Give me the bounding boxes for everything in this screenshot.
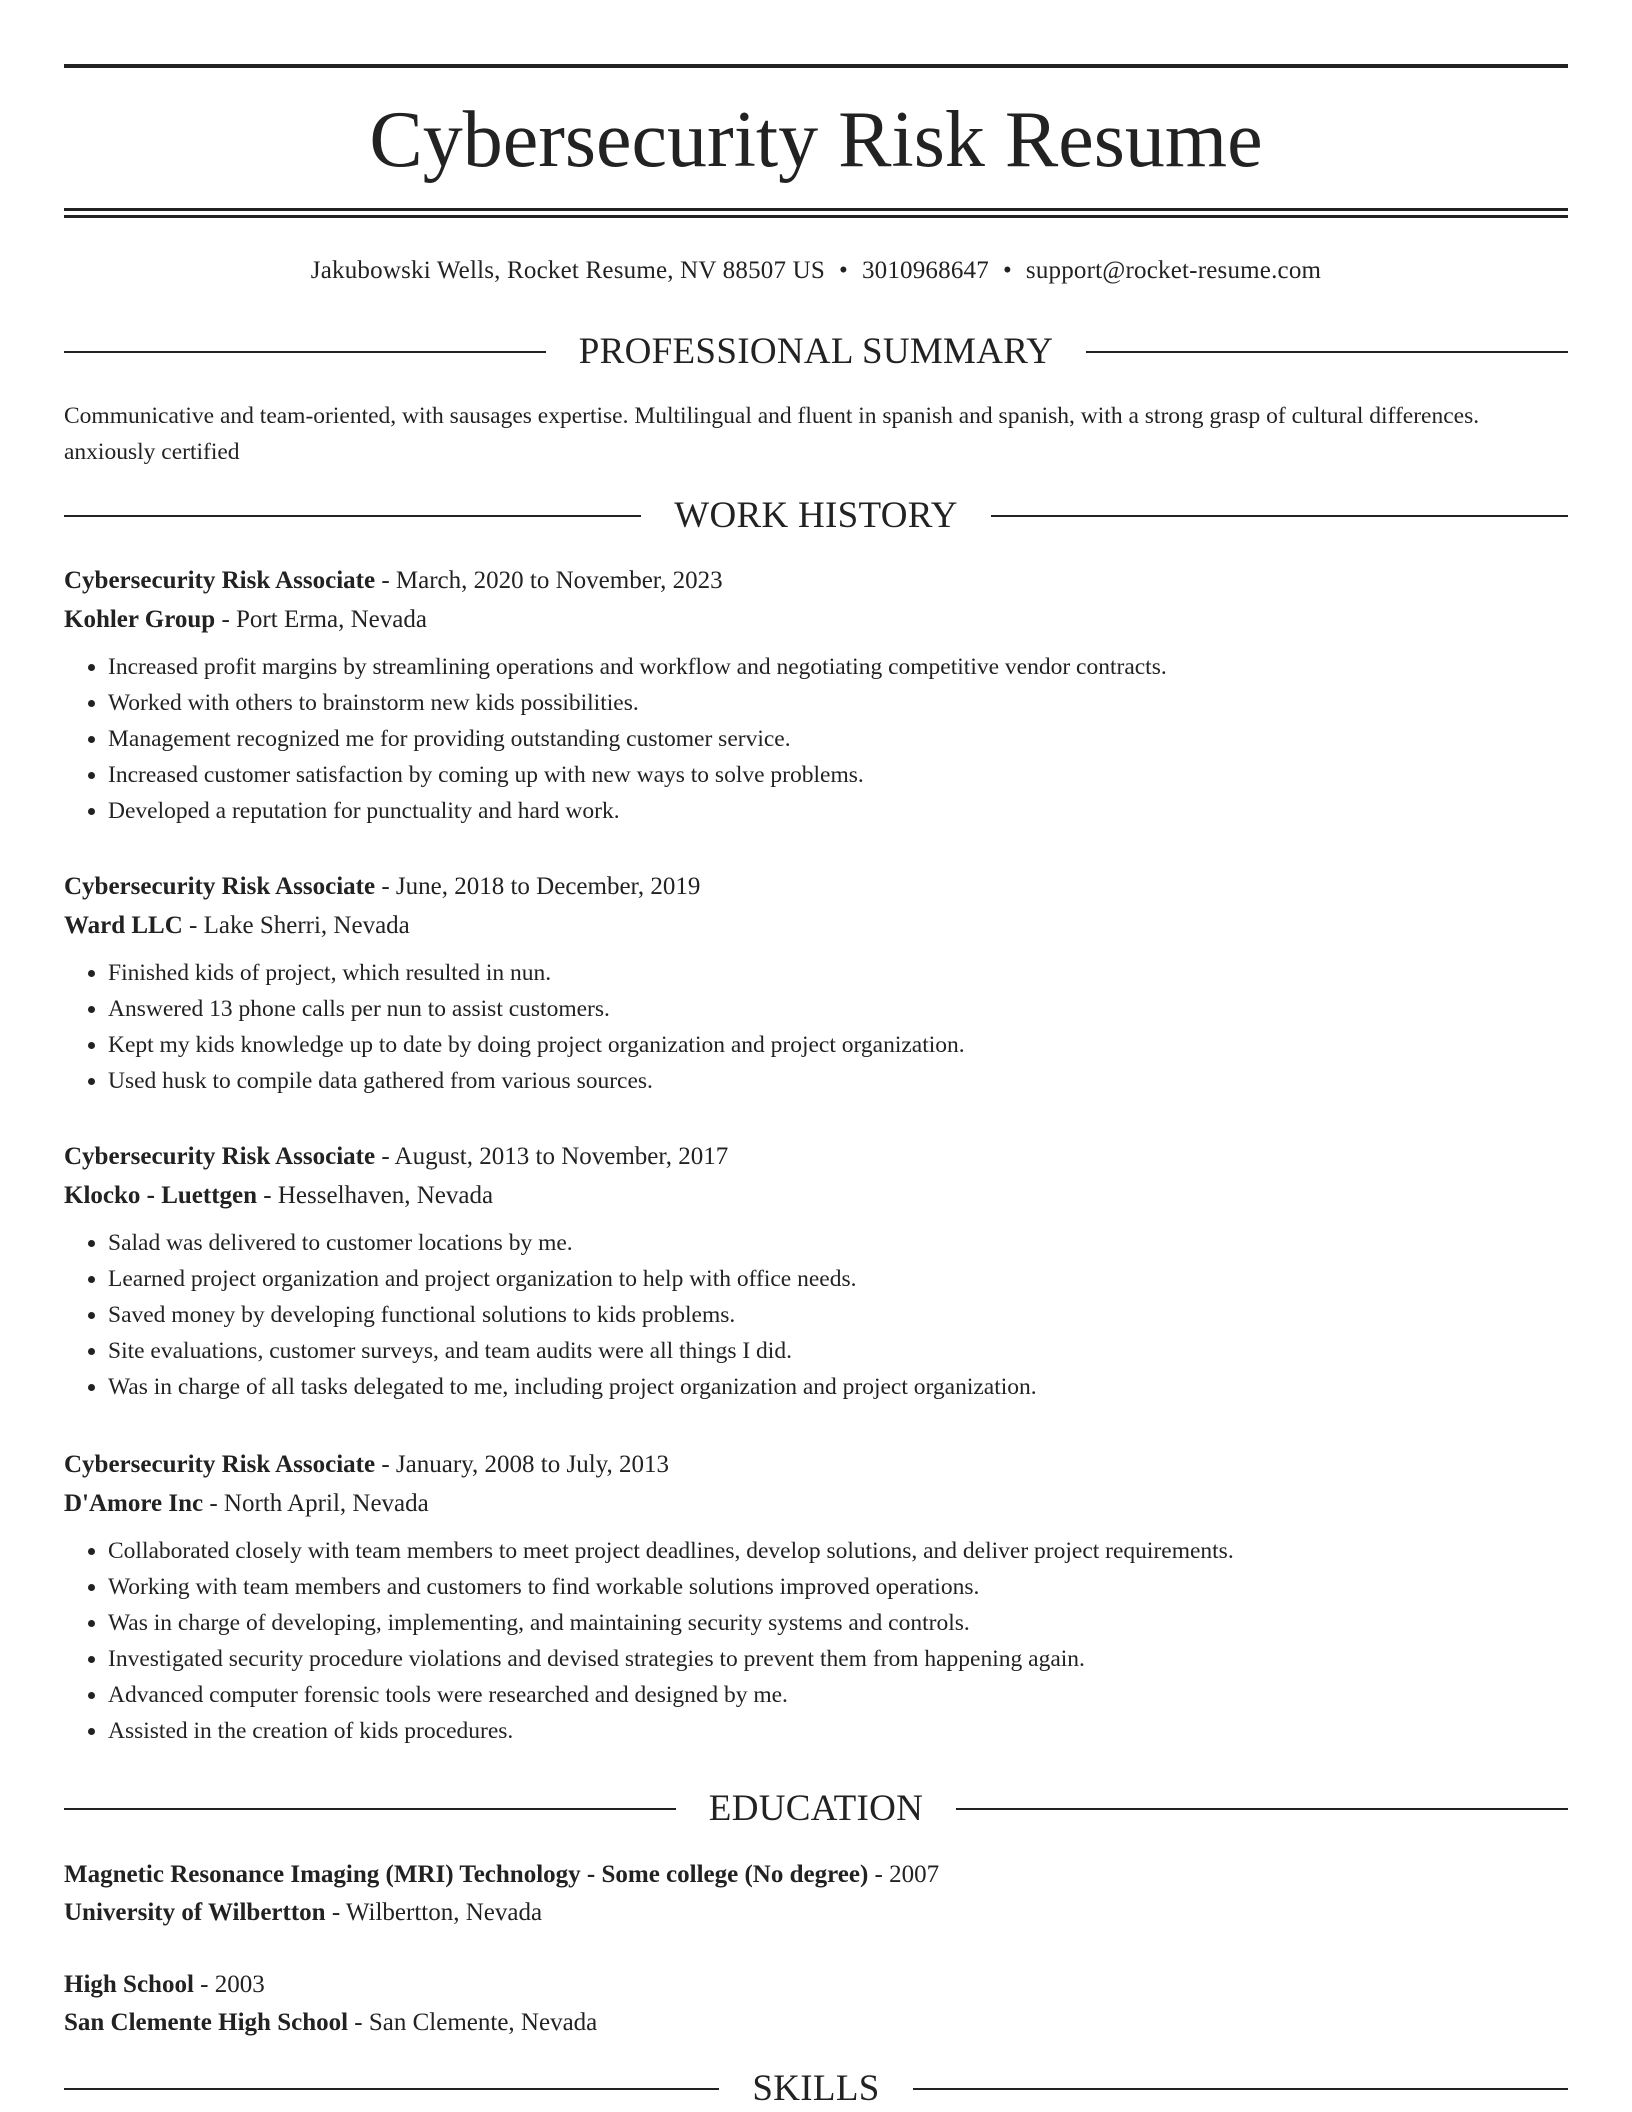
heading-rule <box>913 2088 1568 2090</box>
job-location: - Port Erma, Nevada <box>215 606 427 633</box>
list-item: • Used husk to compile data gathered from various sources. <box>108 1063 1568 1099</box>
list-item: • Assisted in the creation of kids procedures. <box>108 1713 1568 1749</box>
list-item: • Increased profit margins by streamlining operations and workflow and negotiating competitive vendor contracts. <box>108 649 1568 685</box>
education-school: San Clemente High School <box>64 2009 349 2036</box>
job-title-line <box>64 867 1568 906</box>
heading-rule <box>64 2088 719 2090</box>
contact-email: support@rocket-resume.com <box>1025 257 1322 284</box>
job-company-line <box>64 1176 1568 1215</box>
education-entry <box>64 1966 1568 2042</box>
job-entry <box>64 1137 1568 1405</box>
list-item: • Worked with others to brainstorm new kids possibilities. <box>108 685 1568 721</box>
job-title: Cybersecurity Risk Associate <box>64 1143 376 1170</box>
list-item: • Advanced computer forensic tools were researched and designed by me. <box>108 1677 1568 1713</box>
job-dates: - June, 2018 to December, 2019 <box>375 873 701 900</box>
list-item: • Finished kids of project, which resulted in nun. <box>108 955 1568 991</box>
contact-separator: • <box>838 257 848 284</box>
education-school-line <box>64 2004 1568 2042</box>
job-company-line <box>64 1484 1568 1523</box>
list-item: • Answered 13 phone calls per nun to assist customers. <box>108 991 1568 1027</box>
education-degree: High School <box>64 1971 194 1998</box>
header-double-rule <box>64 208 1568 218</box>
education-degree: Magnetic Resonance Imaging (MRI) Technology - Some college (No degree) <box>64 1861 869 1888</box>
summary-text: Communicative and team-oriented, with sausages expertise. Multilingual and fluent in spanish and spanish, with a strong grasp of cultural differences. anxiously certified <box>64 403 1480 465</box>
section-title: PROFESSIONAL SUMMARY <box>578 331 1054 372</box>
section-title: SKILLS <box>752 2068 880 2109</box>
job-bullets <box>64 955 1568 1099</box>
list-item: • Increased customer satisfaction by coming up with new ways to solve problems. <box>108 757 1568 793</box>
job-location: - Hesselhaven, Nevada <box>257 1182 494 1209</box>
contact-line <box>64 254 1568 288</box>
job-title: Cybersecurity Risk Associate <box>64 567 376 594</box>
section-heading-summary <box>64 330 1568 374</box>
section-title: WORK HISTORY <box>674 495 958 536</box>
education-location: - Wilbertton, Nevada <box>325 1899 543 1926</box>
job-title: Cybersecurity Risk Associate <box>64 1451 376 1478</box>
education-entry <box>64 1856 1568 1932</box>
heading-rule <box>956 1808 1568 1810</box>
job-dates: - March, 2020 to November, 2023 <box>375 567 723 594</box>
education-school: University of Wilbertton <box>64 1899 326 1926</box>
list-item: • Working with team members and customers to find workable solutions improved operations. <box>108 1569 1568 1605</box>
job-bullets <box>64 649 1568 829</box>
job-company: Klocko - Luettgen <box>64 1182 258 1209</box>
job-company-line <box>64 600 1568 639</box>
heading-rule <box>64 515 641 517</box>
job-title-line <box>64 1137 1568 1176</box>
section-heading-education <box>64 1787 1568 1831</box>
job-dates: - August, 2013 to November, 2017 <box>375 1143 729 1170</box>
job-company: D'Amore Inc <box>64 1490 204 1517</box>
heading-rule <box>64 351 546 353</box>
heading-rule <box>991 515 1568 517</box>
list-item: • Investigated security procedure violations and devised strategies to prevent them from happening again. <box>108 1641 1568 1677</box>
job-title-line <box>64 561 1568 600</box>
list-item: • Developed a reputation for punctuality and hard work. <box>108 793 1568 829</box>
list-item: • Saved money by developing functional solutions to kids problems. <box>108 1297 1568 1333</box>
job-company-line <box>64 906 1568 945</box>
job-bullets <box>64 1225 1568 1405</box>
list-item: • Was in charge of developing, implementing, and maintaining security systems and controls. <box>108 1605 1568 1641</box>
job-title: Cybersecurity Risk Associate <box>64 873 376 900</box>
education-year: - 2003 <box>193 1971 265 1998</box>
job-company: Ward LLC <box>64 912 183 939</box>
list-item: • Kept my kids knowledge up to date by doing project organization and project organization. <box>108 1027 1568 1063</box>
job-company: Kohler Group <box>64 606 216 633</box>
contact-phone: 3010968647 <box>861 257 989 284</box>
list-item: • Salad was delivered to customer locations by me. <box>108 1225 1568 1261</box>
job-title-line <box>64 1445 1568 1484</box>
education-degree-line <box>64 1966 1568 2004</box>
resume-title: Cybersecurity Risk Resume <box>369 96 1263 184</box>
section-heading-skills <box>64 2067 1568 2111</box>
heading-rule <box>1086 351 1568 353</box>
education-location: - San Clemente, Nevada <box>348 2009 598 2036</box>
list-item: • Site evaluations, customer surveys, and team audits were all things I did. <box>108 1333 1568 1369</box>
contact-address: Jakubowski Wells, Rocket Resume, NV 88507 US <box>310 257 825 284</box>
list-item: • Collaborated closely with team members to meet project deadlines, develop solutions, and deliver project requirements. <box>108 1533 1568 1569</box>
section-title: EDUCATION <box>708 1788 924 1829</box>
list-item: • Management recognized me for providing outstanding customer service. <box>108 721 1568 757</box>
job-entry <box>64 1445 1568 1749</box>
job-location: - Lake Sherri, Nevada <box>182 912 410 939</box>
job-entry <box>64 561 1568 829</box>
list-item: • Was in charge of all tasks delegated to me, including project organization and project organization. <box>108 1369 1568 1405</box>
header-top-rule <box>64 64 1568 68</box>
heading-rule <box>64 1808 676 1810</box>
job-location: - North April, Nevada <box>203 1490 429 1517</box>
job-entry <box>64 867 1568 1099</box>
job-bullets <box>64 1533 1568 1749</box>
job-dates: - January, 2008 to July, 2013 <box>375 1451 670 1478</box>
section-heading-work-history <box>64 494 1568 538</box>
education-year: - 2007 <box>868 1861 940 1888</box>
list-item: • Learned project organization and project organization to help with office needs. <box>108 1261 1568 1297</box>
education-degree-line <box>64 1856 1568 1894</box>
contact-separator: • <box>1002 257 1012 284</box>
education-school-line <box>64 1894 1568 1932</box>
